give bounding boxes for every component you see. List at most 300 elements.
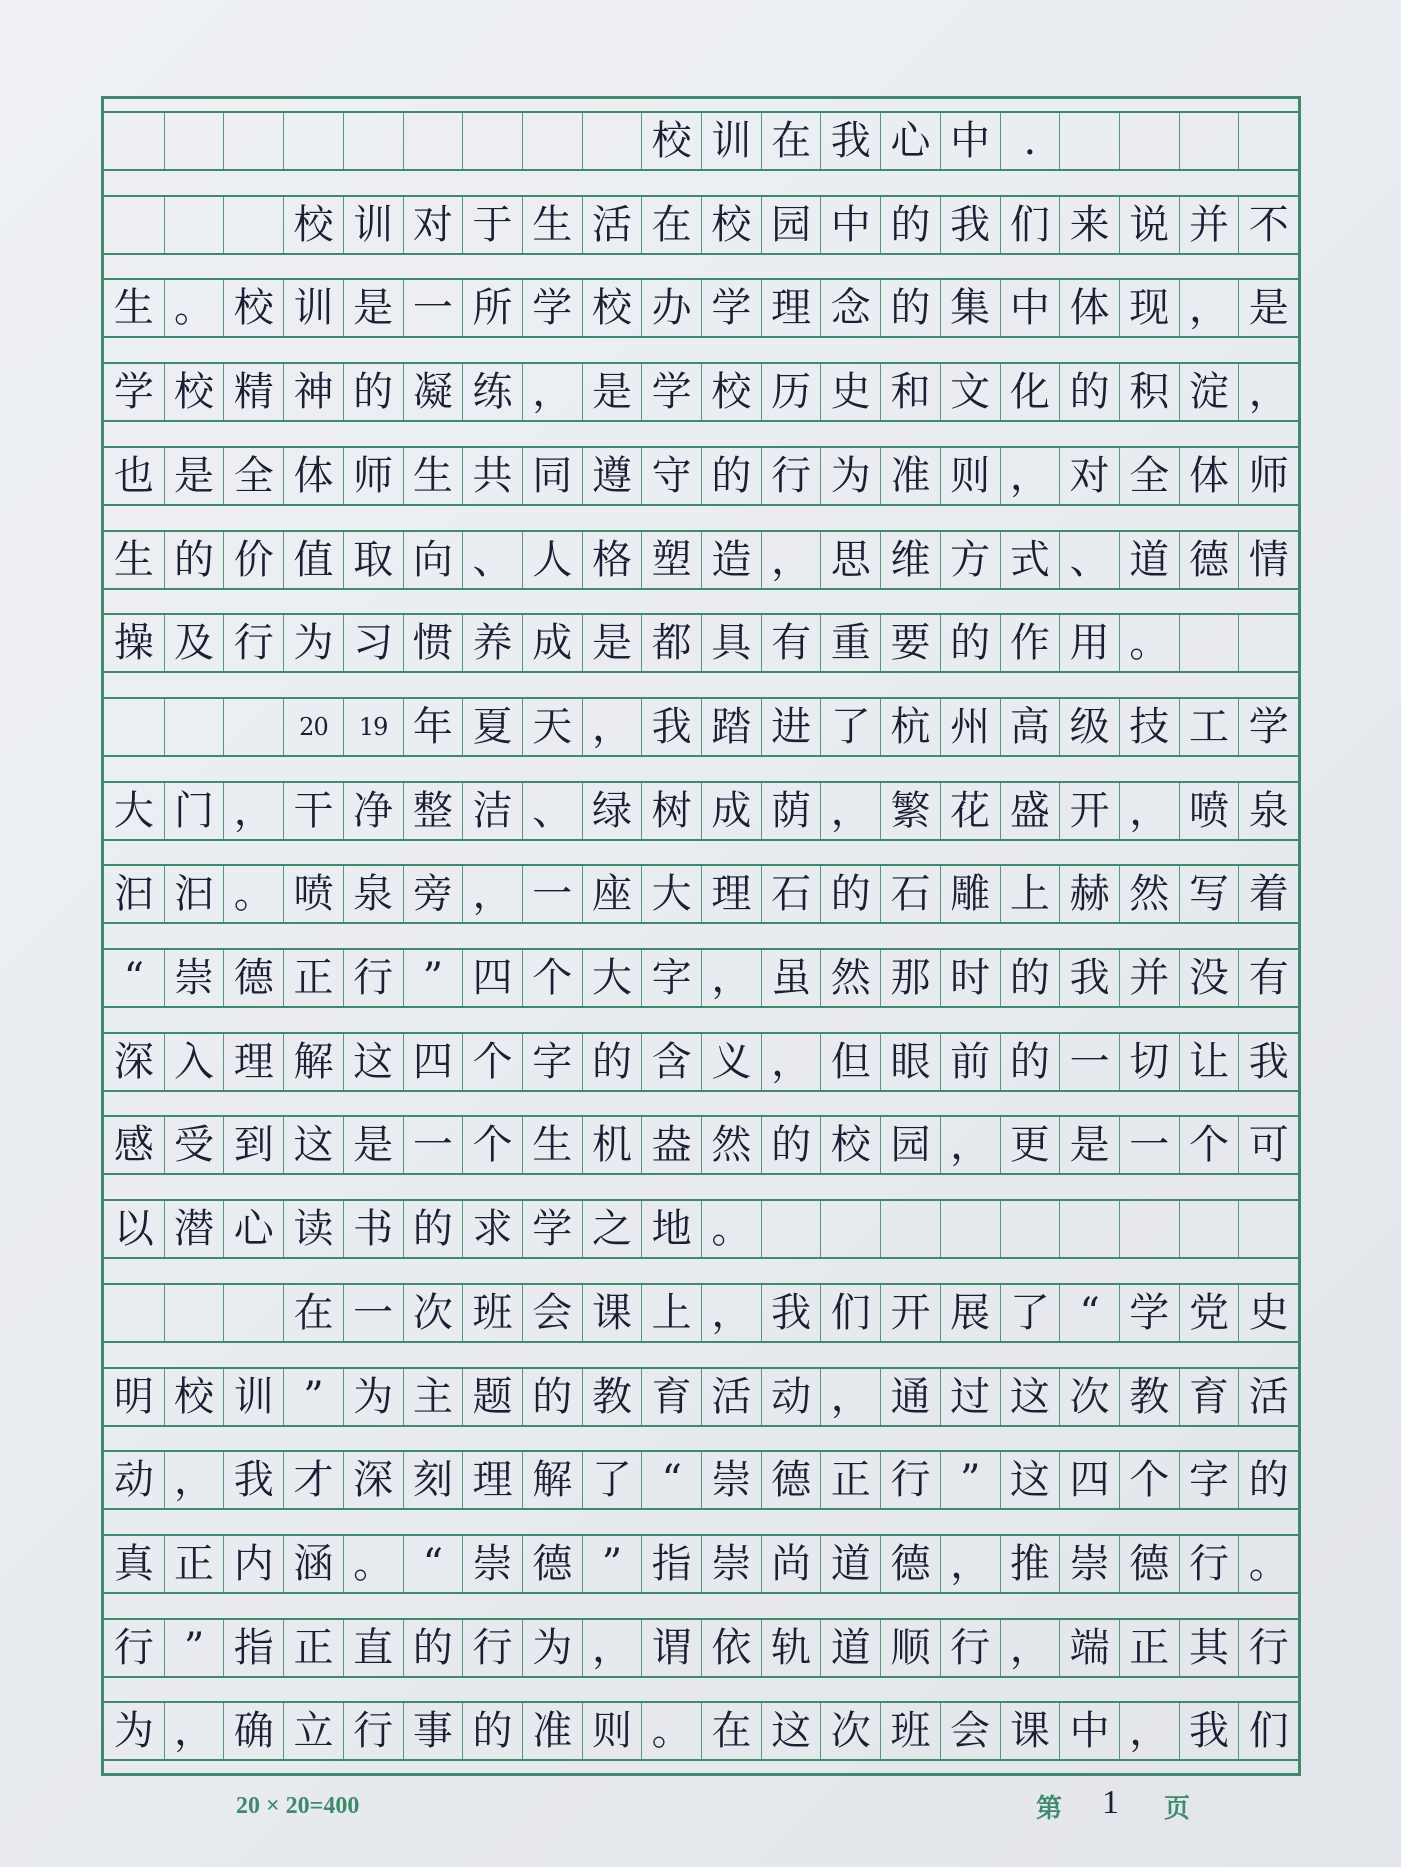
grid-cell: [403, 950, 463, 1006]
handwritten-char: 的: [353, 369, 394, 416]
grid-cell: [1119, 783, 1179, 839]
handwritten-char: 感: [113, 1122, 154, 1169]
handwritten-char: 受: [174, 1122, 215, 1169]
grid-cell: [701, 1536, 761, 1592]
grid-cell: [343, 280, 403, 336]
grid-cell: [403, 1620, 463, 1676]
grid-cell: [522, 448, 582, 504]
grid-cell: [1000, 448, 1060, 504]
handwritten-char: 潜: [174, 1206, 215, 1253]
grid-cell: [1119, 1703, 1179, 1759]
grid-cell: [582, 1536, 642, 1592]
handwritten-char: 行: [353, 1708, 394, 1755]
handwritten-char: 崇: [1069, 1540, 1110, 1587]
grid-cell: [1059, 1452, 1119, 1508]
handwritten-char: 们: [830, 1289, 871, 1336]
grid-cell: [582, 280, 642, 336]
grid-cell: [462, 448, 522, 504]
grid-cell: [701, 615, 761, 671]
grid-cell: [582, 532, 642, 588]
handwritten-char: 机: [591, 1122, 632, 1169]
handwritten-char: 可: [1248, 1122, 1289, 1169]
grid-cell: [104, 783, 164, 839]
grid-cell: [343, 1536, 403, 1592]
grid-cell: [1000, 1536, 1060, 1592]
handwritten-char: 对: [1069, 452, 1110, 499]
handwritten-char: 格: [591, 536, 632, 583]
grid-cell: [1238, 1285, 1298, 1341]
grid-cell: [940, 280, 1000, 336]
handwritten-char: 洁: [472, 787, 513, 834]
handwritten-char: 的: [1248, 1457, 1289, 1504]
handwritten-char: 过: [950, 1373, 991, 1420]
handwritten-char: 四: [1069, 1457, 1110, 1504]
handwritten-char: ，: [591, 703, 632, 750]
handwritten-char: 具: [711, 620, 752, 667]
handwritten-char: 教: [1129, 1373, 1170, 1420]
handwritten-char: 。: [651, 1708, 692, 1755]
handwritten-char: ，: [1009, 452, 1050, 499]
grid-cell: [701, 1369, 761, 1425]
grid-cell: [820, 532, 880, 588]
grid-cell: [1238, 532, 1298, 588]
handwritten-char: 训: [293, 285, 334, 332]
grid-cell: [820, 197, 880, 253]
grid-cell: [582, 197, 642, 253]
handwritten-char: 整: [412, 787, 453, 834]
grid-cell: [641, 1703, 701, 1759]
handwritten-char: 理: [771, 285, 812, 332]
handwritten-char: 教: [591, 1373, 632, 1420]
grid-cell: [940, 783, 1000, 839]
handwritten-char: 石: [890, 871, 931, 918]
grid-cell: [283, 783, 343, 839]
grid-cell: [641, 950, 701, 1006]
grid-cell: [223, 364, 283, 420]
handwritten-char: 。: [174, 285, 215, 332]
handwritten-char: 。: [1129, 620, 1170, 667]
handwritten-char: 值: [293, 536, 334, 583]
grid-cell: [1000, 197, 1060, 253]
composition-grid: [101, 96, 1301, 1776]
handwritten-char: 作: [1009, 620, 1050, 667]
handwritten-char: 这: [1009, 1457, 1050, 1504]
grid-cell: [820, 699, 880, 755]
handwritten-char: 会: [532, 1289, 573, 1336]
handwritten-char: 时: [950, 955, 991, 1001]
handwritten-char: 崇: [711, 1540, 752, 1587]
handwritten-char: 校: [174, 369, 215, 416]
grid-cell: [940, 1703, 1000, 1759]
handwritten-char: 进: [771, 703, 812, 750]
grid-cell: [104, 1034, 164, 1090]
handwritten-char: 我: [1188, 1708, 1229, 1755]
grid-cell: [164, 783, 224, 839]
grid-cell: [1238, 1536, 1298, 1592]
grid-cell: [1000, 532, 1060, 588]
handwritten-char: 一: [412, 1122, 453, 1169]
grid-cell: [880, 699, 940, 755]
handwritten-char: 行: [1248, 1624, 1289, 1671]
grid-cell: [283, 699, 343, 755]
handwritten-char: 行: [472, 1624, 513, 1671]
grid-cell: [223, 1536, 283, 1592]
handwritten-char: 旁: [412, 871, 453, 918]
grid-cell: [1238, 448, 1298, 504]
grid-cell: [880, 1620, 940, 1676]
grid-cell: [1059, 448, 1119, 504]
handwritten-char: 并: [1188, 201, 1229, 248]
grid-cell: [701, 1201, 761, 1257]
grid-cell: [1179, 1452, 1239, 1508]
handwritten-char: 开: [1069, 787, 1110, 834]
handwritten-char: 眼: [890, 1038, 931, 1085]
grid-cell: [1059, 1117, 1119, 1173]
grid-cell: [641, 1369, 701, 1425]
grid-cell: [582, 699, 642, 755]
grid-cell: [1119, 197, 1179, 253]
grid-cell: [223, 699, 283, 755]
handwritten-char: 指: [651, 1540, 692, 1587]
grid-cell: [701, 1034, 761, 1090]
grid-cell: [223, 615, 283, 671]
grid-cell: [1119, 950, 1179, 1006]
handwritten-char: 求: [472, 1206, 513, 1253]
grid-cell: [403, 1369, 463, 1425]
grid-cell: [403, 1703, 463, 1759]
grid-cell: [403, 1034, 463, 1090]
grid-cell: [641, 1620, 701, 1676]
grid-cell: [104, 615, 164, 671]
handwritten-char: 的: [472, 1708, 513, 1755]
handwritten-char: 的: [950, 620, 991, 667]
handwritten-char: 个: [472, 1122, 513, 1169]
handwritten-char: 其: [1188, 1624, 1229, 1671]
handwritten-char: 活: [591, 201, 632, 248]
handwritten-char: 重: [830, 620, 871, 667]
handwritten-char: 园: [771, 201, 812, 248]
grid-cell: [582, 1369, 642, 1425]
grid-cell: [582, 615, 642, 671]
handwritten-char: 来: [1069, 201, 1110, 248]
grid-cell: [940, 448, 1000, 504]
handwritten-char: ”: [303, 1373, 324, 1420]
grid-cell: [1238, 364, 1298, 420]
grid-cell: [164, 1452, 224, 1508]
handwritten-char: ，: [771, 1038, 812, 1085]
handwritten-char: 现: [1129, 285, 1170, 332]
grid-cell: [701, 1117, 761, 1173]
handwritten-char: 书: [353, 1206, 394, 1253]
handwritten-char: 维: [890, 536, 931, 583]
grid-cell: [283, 113, 343, 169]
grid-cell: [880, 532, 940, 588]
handwritten-char: 师: [1248, 452, 1289, 499]
grid-cell: [104, 1620, 164, 1676]
grid-cell: [283, 1369, 343, 1425]
handwritten-char: 全: [1129, 452, 1170, 499]
grid-cell: [522, 1285, 582, 1341]
handwritten-char: 之: [591, 1206, 632, 1253]
grid-cell: [104, 532, 164, 588]
grid-cell: [104, 1536, 164, 1592]
handwritten-char: 是: [1069, 1122, 1110, 1169]
grid-cell: [1059, 699, 1119, 755]
grid-cell: [403, 615, 463, 671]
handwritten-char: ，: [771, 536, 812, 583]
grid-cell: [283, 1536, 343, 1592]
handwritten-char: 学: [532, 285, 573, 332]
grid-cell: [940, 1201, 1000, 1257]
handwritten-char: 虽: [771, 955, 812, 1001]
grid-cell: [104, 866, 164, 922]
handwritten-char: 守: [651, 452, 692, 499]
grid-cell: [164, 866, 224, 922]
grid-cell: [1119, 280, 1179, 336]
handwritten-char: 是: [353, 285, 394, 332]
grid-row: [104, 864, 1298, 924]
handwritten-char: “: [123, 955, 145, 1001]
grid-cell: [641, 1201, 701, 1257]
grid-cell: [462, 615, 522, 671]
grid-cell: [1179, 448, 1239, 504]
grid-cell: [1059, 1369, 1119, 1425]
handwritten-char: 心: [233, 1206, 274, 1253]
handwritten-char: 方: [950, 536, 991, 583]
grid-cell: [1059, 783, 1119, 839]
grid-cell: [880, 1285, 940, 1341]
grid-cell: [820, 280, 880, 336]
handwritten-char: 以: [113, 1206, 154, 1253]
grid-cell: [701, 950, 761, 1006]
handwritten-char: 雕: [950, 871, 991, 918]
handwritten-char: 20: [299, 712, 328, 741]
handwritten-char: 地: [651, 1206, 692, 1253]
grid-cell: [343, 615, 403, 671]
grid-cell: [462, 1034, 522, 1090]
grid-cell: [462, 950, 522, 1006]
handwritten-char: 取: [353, 536, 394, 583]
grid-cell: [164, 280, 224, 336]
handwritten-char: 深: [113, 1038, 154, 1085]
grid-cell: [283, 532, 343, 588]
grid-cell: [1059, 1201, 1119, 1257]
handwritten-char: 班: [472, 1289, 513, 1336]
grid-cell: [1179, 1285, 1239, 1341]
handwritten-char: 课: [1009, 1708, 1050, 1755]
handwritten-char: 训: [353, 201, 394, 248]
grid-cell: [701, 532, 761, 588]
grid-cell: [403, 364, 463, 420]
handwritten-char: 用: [1069, 620, 1110, 667]
grid-cell: [761, 364, 821, 420]
handwritten-char: 塑: [651, 536, 692, 583]
grid-cell: [582, 866, 642, 922]
grid-cell: [522, 866, 582, 922]
handwritten-char: 情: [1248, 536, 1289, 583]
grid-cell: [1179, 950, 1239, 1006]
handwritten-char: 读: [293, 1206, 334, 1253]
grid-cell: [403, 866, 463, 922]
grid-cell: [582, 1285, 642, 1341]
handwritten-char: 校: [233, 285, 274, 332]
grid-cell: [104, 280, 164, 336]
grid-row: [104, 1032, 1298, 1092]
handwritten-char: ，: [1129, 787, 1170, 834]
grid-cell: [164, 364, 224, 420]
grid-spec-label: 20 × 20=400: [236, 1793, 360, 1819]
grid-cell: [641, 783, 701, 839]
handwritten-char: 这: [293, 1122, 334, 1169]
grid-cell: [223, 1452, 283, 1508]
handwritten-char: 是: [353, 1122, 394, 1169]
handwritten-char: 养: [472, 620, 513, 667]
grid-cell: [940, 699, 1000, 755]
grid-cell: [761, 1452, 821, 1508]
grid-row: [104, 1115, 1298, 1175]
grid-cell: [1238, 783, 1298, 839]
handwritten-char: 高: [1009, 703, 1050, 750]
handwritten-char: 了: [591, 1457, 632, 1504]
page-number: 1: [1102, 1784, 1119, 1821]
grid-cell: [582, 113, 642, 169]
grid-cell: [343, 532, 403, 588]
handwritten-char: 德: [532, 1540, 573, 1587]
handwritten-char: 动: [113, 1457, 154, 1504]
handwritten-char: 习: [353, 620, 394, 667]
handwritten-char: 大: [591, 955, 632, 1001]
grid-cell: [403, 113, 463, 169]
grid-row: [104, 111, 1298, 171]
grid-cell: [164, 950, 224, 1006]
grid-cell: [1059, 1536, 1119, 1592]
handwritten-char: 准: [532, 1708, 573, 1755]
handwritten-char: 顺: [890, 1624, 931, 1671]
grid-cell: [1059, 1703, 1119, 1759]
handwritten-char: 、: [532, 787, 573, 834]
grid-cell: [940, 950, 1000, 1006]
handwritten-char: 德: [233, 955, 274, 1001]
handwritten-char: 才: [293, 1457, 334, 1504]
handwritten-char: 次: [830, 1708, 871, 1755]
handwritten-char: 道: [830, 1624, 871, 1671]
grid-cell: [1238, 1034, 1298, 1090]
handwritten-char: ”: [183, 1624, 205, 1671]
grid-cell: [343, 1034, 403, 1090]
grid-row: [104, 948, 1298, 1008]
handwritten-char: 历: [771, 369, 812, 416]
grid-cell: [1179, 783, 1239, 839]
handwritten-char: 我: [830, 118, 871, 164]
handwritten-char: 涵: [293, 1540, 334, 1587]
handwritten-char: 我: [233, 1457, 274, 1504]
grid-cell: [880, 1703, 940, 1759]
grid-cell: [1119, 1117, 1179, 1173]
grid-cell: [880, 364, 940, 420]
handwritten-char: 大: [113, 787, 154, 834]
handwritten-char: 人: [532, 536, 573, 583]
handwritten-char: 练: [472, 369, 513, 416]
grid-cell: [1000, 1369, 1060, 1425]
grid-cell: [164, 1201, 224, 1257]
handwritten-char: 学: [113, 369, 154, 416]
grid-cell: [880, 1117, 940, 1173]
handwritten-char: 含: [651, 1038, 692, 1085]
handwritten-char: 内: [233, 1540, 274, 1587]
grid-row: [104, 278, 1298, 338]
handwritten-char: 大: [651, 871, 692, 918]
grid-cell: [1059, 615, 1119, 671]
handwritten-char: 真: [113, 1540, 154, 1587]
grid-cell: [223, 532, 283, 588]
grid-cell: [462, 1536, 522, 1592]
handwritten-char: 有: [771, 620, 812, 667]
grid-cell: [1119, 532, 1179, 588]
handwritten-char: 开: [890, 1289, 931, 1336]
grid-cell: [522, 1034, 582, 1090]
handwritten-char: 念: [830, 285, 871, 332]
grid-cell: [104, 113, 164, 169]
handwritten-char: 活: [711, 1373, 752, 1420]
grid-cell: [820, 1620, 880, 1676]
handwritten-char: 德: [890, 1540, 931, 1587]
handwritten-char: 泉: [353, 871, 394, 918]
handwritten-char: 是: [1248, 285, 1289, 332]
handwritten-char: 了: [1009, 1289, 1050, 1336]
grid-cell: [1000, 364, 1060, 420]
grid-cell: [820, 783, 880, 839]
handwritten-char: 的: [1069, 369, 1110, 416]
handwritten-char: 的: [771, 1122, 812, 1169]
grid-cell: [283, 1620, 343, 1676]
grid-cell: [283, 197, 343, 253]
grid-cell: [1059, 280, 1119, 336]
handwritten-char: 更: [1009, 1122, 1050, 1169]
handwritten-char: ，: [711, 1289, 752, 1336]
grid-cell: [940, 532, 1000, 588]
grid-cell: [701, 197, 761, 253]
grid-row: [104, 781, 1298, 841]
handwritten-char: 确: [233, 1708, 274, 1755]
handwritten-char: 端: [1069, 1624, 1110, 1671]
handwritten-char: 校: [174, 1373, 215, 1420]
handwritten-char: 没: [1188, 955, 1229, 1001]
handwritten-char: 夏: [472, 703, 513, 750]
grid-cell: [522, 1536, 582, 1592]
grid-row: [104, 1618, 1298, 1678]
grid-cell: [761, 1285, 821, 1341]
grid-cell: [343, 1369, 403, 1425]
grid-cell: [522, 197, 582, 253]
handwritten-char: 喷: [1188, 787, 1229, 834]
handwritten-char: 盎: [651, 1122, 692, 1169]
handwritten-char: 德: [1188, 536, 1229, 583]
grid-cell: [522, 532, 582, 588]
handwritten-char: 但: [830, 1038, 871, 1085]
handwritten-char: 次: [412, 1289, 453, 1336]
grid-cell: [582, 1703, 642, 1759]
grid-cell: [1179, 699, 1239, 755]
handwritten-char: 个: [472, 1038, 513, 1085]
grid-cell: [701, 364, 761, 420]
handwritten-char: 我: [1069, 955, 1110, 1001]
handwritten-char: 。: [353, 1540, 394, 1587]
handwritten-char: 指: [233, 1624, 274, 1671]
grid-cell: [701, 783, 761, 839]
handwritten-char: 全: [233, 452, 274, 499]
grid-cell: [164, 113, 224, 169]
grid-cell: [104, 448, 164, 504]
